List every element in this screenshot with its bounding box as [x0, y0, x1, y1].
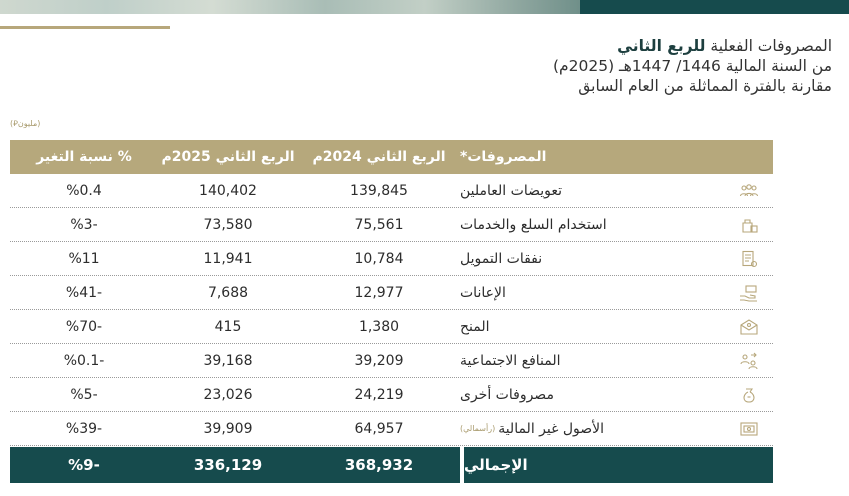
table-row [10, 344, 773, 378]
change-cell: %41- [65, 284, 103, 301]
social-benefits-icon [739, 352, 759, 370]
q2-2024-cell: 39,209 [354, 352, 404, 369]
q2-2025-cell: 23,026 [203, 386, 253, 403]
gold-divider [0, 26, 170, 29]
category-cell [460, 174, 773, 207]
category-cell [460, 208, 773, 241]
change-cell: %11 [68, 250, 100, 267]
table-row [10, 276, 773, 310]
table-body [10, 174, 773, 446]
q2-2025-cell: 7,688 [207, 284, 249, 301]
category-cell [460, 412, 773, 445]
q2-2025-cell: 140,402 [199, 182, 257, 199]
change-cell: %70- [65, 318, 103, 335]
q2-2024-cell: 75,561 [354, 216, 404, 233]
total-q2-2024: 368,932 [344, 456, 414, 474]
category-label: المنافع الاجتماعية [460, 352, 561, 369]
change-cell: %39- [65, 420, 103, 437]
category-label: استخدام السلع والخدمات [460, 216, 607, 233]
total-row [10, 447, 773, 483]
category-cell [460, 310, 773, 343]
unit-note: (مليون⃁) [10, 119, 41, 128]
q2-2025-cell: 39,909 [203, 420, 253, 437]
q2-2024-cell: 1,380 [358, 318, 400, 335]
header-q2-2025: الربع الثاني 2025م [161, 149, 295, 165]
header-q2-2024: الربع الثاني 2024م [312, 149, 446, 165]
q2-2024-cell: 12,977 [354, 284, 404, 301]
header-change: نسبة التغير % [36, 149, 132, 165]
title-line-1 [272, 36, 832, 56]
total-change: %9- [68, 456, 100, 474]
category-label: الإعانات [460, 284, 506, 301]
category-label: نفقات التمويل [460, 250, 543, 267]
total-values [10, 447, 460, 483]
category-cell [460, 276, 773, 309]
table-header [10, 140, 773, 174]
category-label: مصروفات أخرى [460, 386, 554, 403]
title-line-3: مقارنة بالفترة المماثلة من العام السابق [578, 77, 832, 95]
q2-2024-cell: 24,219 [354, 386, 404, 403]
expenses-table [10, 140, 773, 483]
report-title [272, 36, 832, 96]
q2-2025-cell: 73,580 [203, 216, 253, 233]
grants-icon [739, 318, 759, 336]
category-note: (رأسمالي) [460, 424, 496, 433]
title-line-2: من السنة المالية 1446/ 1447هـ (2025م) [552, 57, 832, 75]
change-cell: %0.1- [63, 352, 105, 369]
change-cell: %0.4 [66, 182, 102, 199]
change-cell: %5- [70, 386, 98, 403]
category-cell [460, 344, 773, 377]
header-photo-strip [0, 0, 590, 14]
header-teal-bar [580, 0, 849, 14]
table-row [10, 242, 773, 276]
q2-2024-cell: 139,845 [350, 182, 408, 199]
category-label: تعويضات العاملين [460, 182, 563, 199]
category-cell [460, 242, 773, 275]
employees-icon [739, 182, 759, 200]
q2-2025-cell: 39,168 [203, 352, 253, 369]
header-category: المصروفات* [460, 149, 547, 165]
total-label: الإجمالي [464, 447, 773, 483]
title-bold: للربع الثاني [617, 37, 706, 55]
change-cell: %3- [70, 216, 98, 233]
table-row [10, 208, 773, 242]
q2-2025-cell: 11,941 [203, 250, 253, 267]
category-cell [460, 378, 773, 411]
q2-2024-cell: 10,784 [354, 250, 404, 267]
table-row [10, 378, 773, 412]
title-prefix: المصروفات الفعلية [705, 37, 832, 55]
table-row [10, 310, 773, 344]
other-expenses-icon [739, 386, 759, 404]
q2-2024-cell: 64,957 [354, 420, 404, 437]
q2-2025-cell: 415 [214, 318, 242, 335]
goods-services-icon [739, 216, 759, 234]
subsidies-icon [739, 284, 759, 302]
table-row [10, 174, 773, 208]
total-q2-2025: 336,129 [193, 456, 263, 474]
category-label: الأصول غير المالية [498, 420, 605, 437]
category-label: المنح [460, 318, 490, 335]
table-row [10, 412, 773, 446]
non-financial-assets-icon [739, 420, 759, 438]
financing-icon [739, 250, 759, 268]
header-banner [0, 0, 849, 14]
